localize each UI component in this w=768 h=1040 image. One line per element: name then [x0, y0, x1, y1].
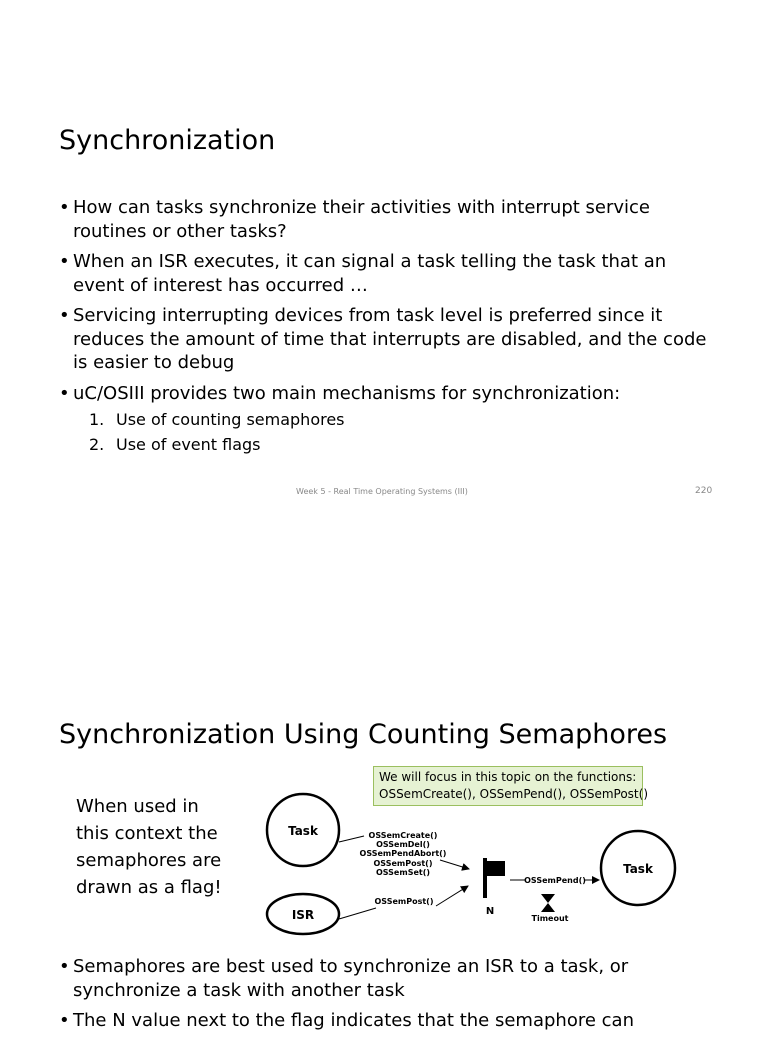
task-call-list [360, 831, 447, 877]
semaphore-diagram [264, 786, 684, 936]
numbered-list [89, 408, 345, 457]
timeout-label: Timeout [531, 914, 569, 923]
task-connector [339, 836, 364, 842]
task-left-label: Task [288, 824, 318, 838]
bullet-item: • When an ISR executes, it can signal a task telling the task that an event of interest has occurred … [59, 250, 719, 297]
call-label: OSSemSet() [375, 868, 431, 877]
focus-callout-line: OSSemCreate(), OSSemPend(), OSSemPost() [379, 787, 648, 801]
numbered-item: 2. Use of event flags [89, 434, 261, 454]
slide-counting-semaphores [0, 512, 768, 1031]
bullet-list [59, 196, 719, 412]
pend-call-label: OSSemPend() [524, 876, 586, 885]
page-number: 220 [695, 486, 713, 496]
bullet-item: • How can tasks synchronize their activities with interrupt service routines or other tasks? [59, 196, 719, 243]
task-right-label: Task [623, 862, 653, 876]
side-note: When used in this context the semaphores are drawn as a flag! [76, 796, 222, 898]
bullet-item: • Servicing interrupting devices from task level is preferred since it reduces the amount of time that interrupts are disabled, and the code is easier to debug [59, 304, 719, 375]
bullet-item: • Semaphores are best used to synchronize an ISR to a task, or synchronize a task with another task [59, 955, 719, 1002]
bullet-item: • uC/OSIII provides two main mechanisms for synchronization: [59, 382, 719, 406]
task-arrow [440, 860, 469, 869]
bullet-list [59, 955, 719, 1040]
isr-connector [339, 908, 376, 919]
slide-synchronization [0, 0, 768, 512]
call-label: OSSemPendAbort() [359, 849, 447, 858]
numbered-item: 1. Use of counting semaphores [89, 410, 345, 429]
slide-title: Synchronization [59, 125, 276, 156]
isr-call-label: OSSemPost() [374, 897, 434, 906]
isr-arrow [436, 886, 468, 906]
flag-count-label: N [485, 906, 495, 917]
call-label: OSSemDel() [376, 840, 430, 849]
slide-title: Synchronization Using Counting Semaphores [59, 719, 668, 750]
slide-footer: Week 5 - Real Time Operating Systems (III) [296, 487, 468, 496]
flag-pole [483, 858, 487, 898]
bullet-item: • The N value next to the flag indicates that the semaphore can [59, 1009, 719, 1033]
hourglass-icon [541, 894, 555, 912]
call-label: OSSemPost() [373, 859, 433, 868]
isr-label: ISR [291, 908, 315, 922]
focus-callout-line: We will focus in this topic on the functions: [379, 770, 637, 784]
call-label: OSSemCreate() [368, 831, 438, 840]
flag-icon [487, 861, 505, 876]
